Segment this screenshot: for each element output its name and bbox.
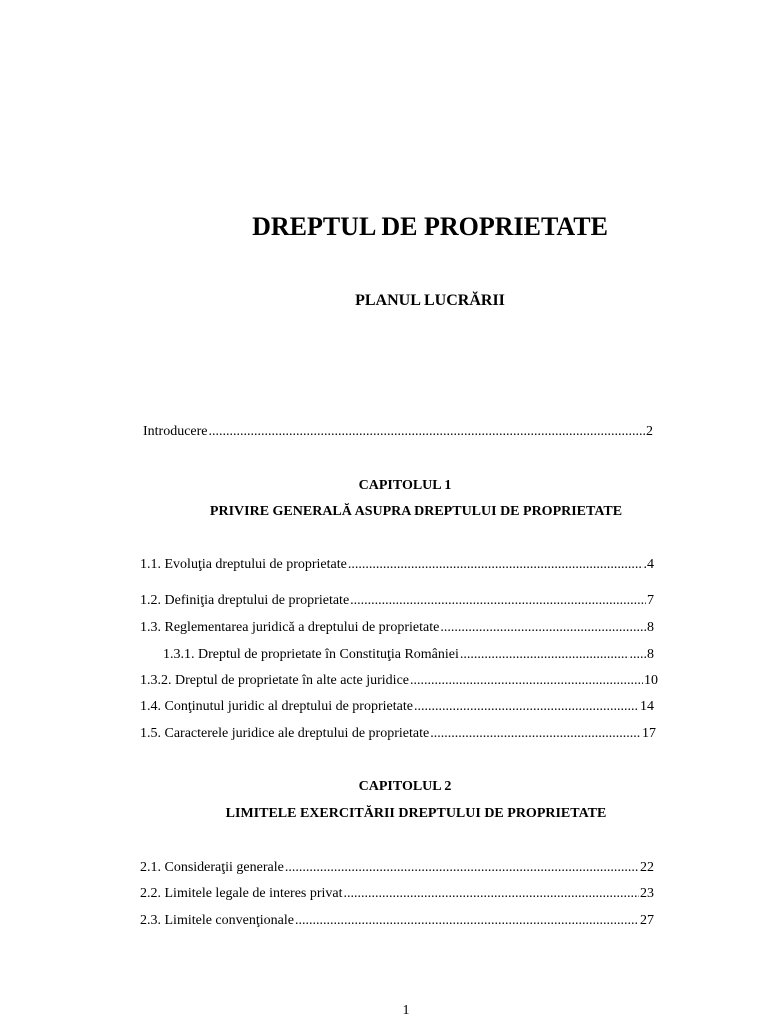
toc-entry-1-3-1 — [163, 647, 654, 663]
document-subtitle: PLANUL LUCRĂRII — [355, 292, 505, 309]
document-title: DREPTUL DE PROPRIETATE — [252, 212, 608, 241]
toc-entry-label: 1.3. Reglementarea juridică a dreptului de proprietate — [140, 620, 440, 635]
toc-entry-label: 1.2. Definiţia dreptului de proprietate — [140, 593, 350, 608]
toc-leader-dots — [414, 699, 639, 715]
chapter-2-label: CAPITOLUL 2 — [358, 779, 452, 794]
toc-entry-label: 2.1. Consideraţii generale — [140, 860, 284, 875]
toc-entry-1-4 — [140, 699, 654, 715]
toc-leader-dots — [410, 673, 643, 689]
toc-leader-dots — [295, 913, 639, 929]
toc-entry-label: 1.1. Evoluţia dreptului de proprietate — [140, 557, 347, 572]
toc-entry-page: 22 — [640, 860, 654, 875]
toc-entry-2-3 — [140, 913, 654, 929]
toc-entry-page: 7 — [647, 593, 654, 608]
toc-entry-label: 1.4. Conţinutul juridic al dreptului de proprietate — [140, 699, 413, 714]
toc-entry-page: 10 — [644, 673, 658, 688]
toc-entry-1-3-2 — [140, 673, 658, 689]
toc-leader-dots — [285, 860, 639, 876]
toc-leader-dots — [209, 424, 645, 440]
toc-entry-page: 23 — [640, 886, 654, 901]
toc-entry-1-1 — [140, 557, 654, 573]
chapter-2-title: LIMITELE EXERCITĂRII DREPTULUI DE PROPRIETATE — [225, 806, 607, 821]
toc-entry-page: 2 — [646, 424, 653, 439]
toc-entry-label: 1.3.1. Dreptul de proprietate în Constituţia României — [163, 647, 459, 662]
toc-entry-label: 2.2. Limitele legale de interes privat — [140, 886, 343, 901]
toc-entry-introducere — [143, 424, 653, 440]
toc-leader-dots — [348, 557, 643, 573]
toc-entry-page: 17 — [642, 726, 656, 741]
toc-entry-page: .4 — [643, 557, 654, 572]
toc-entry-page: 14 — [640, 699, 654, 714]
toc-entry-2-1 — [140, 860, 654, 876]
toc-leader-dots — [344, 886, 639, 902]
page-number: 1 — [402, 1003, 410, 1018]
chapter-1-label: CAPITOLUL 1 — [358, 478, 452, 493]
toc-entry-2-2 — [140, 886, 654, 902]
toc-entry-label: 2.3. Limitele convenţionale — [140, 913, 294, 928]
toc-entry-page: .....8 — [629, 647, 654, 662]
toc-leader-dots — [460, 647, 629, 663]
toc-entry-page: 27 — [640, 913, 654, 928]
toc-entry-label: Introducere — [143, 424, 208, 439]
toc-entry-1-5 — [140, 726, 656, 742]
toc-entry-page: .....8 — [629, 620, 654, 635]
toc-leader-dots — [440, 620, 628, 636]
toc-entry-label: 1.3.2. Dreptul de proprietate în alte acte juridice — [140, 673, 410, 688]
toc-leader-dots — [350, 593, 646, 609]
toc-entry-label: 1.5. Caracterele juridice ale dreptului de proprietate — [140, 726, 430, 741]
chapter-1-title: PRIVIRE GENERALĂ ASUPRA DREPTULUI DE PROPRIETATE — [209, 504, 623, 519]
toc-entry-1-2 — [140, 593, 654, 609]
toc-entry-1-3 — [140, 620, 654, 636]
toc-leader-dots — [430, 726, 641, 742]
